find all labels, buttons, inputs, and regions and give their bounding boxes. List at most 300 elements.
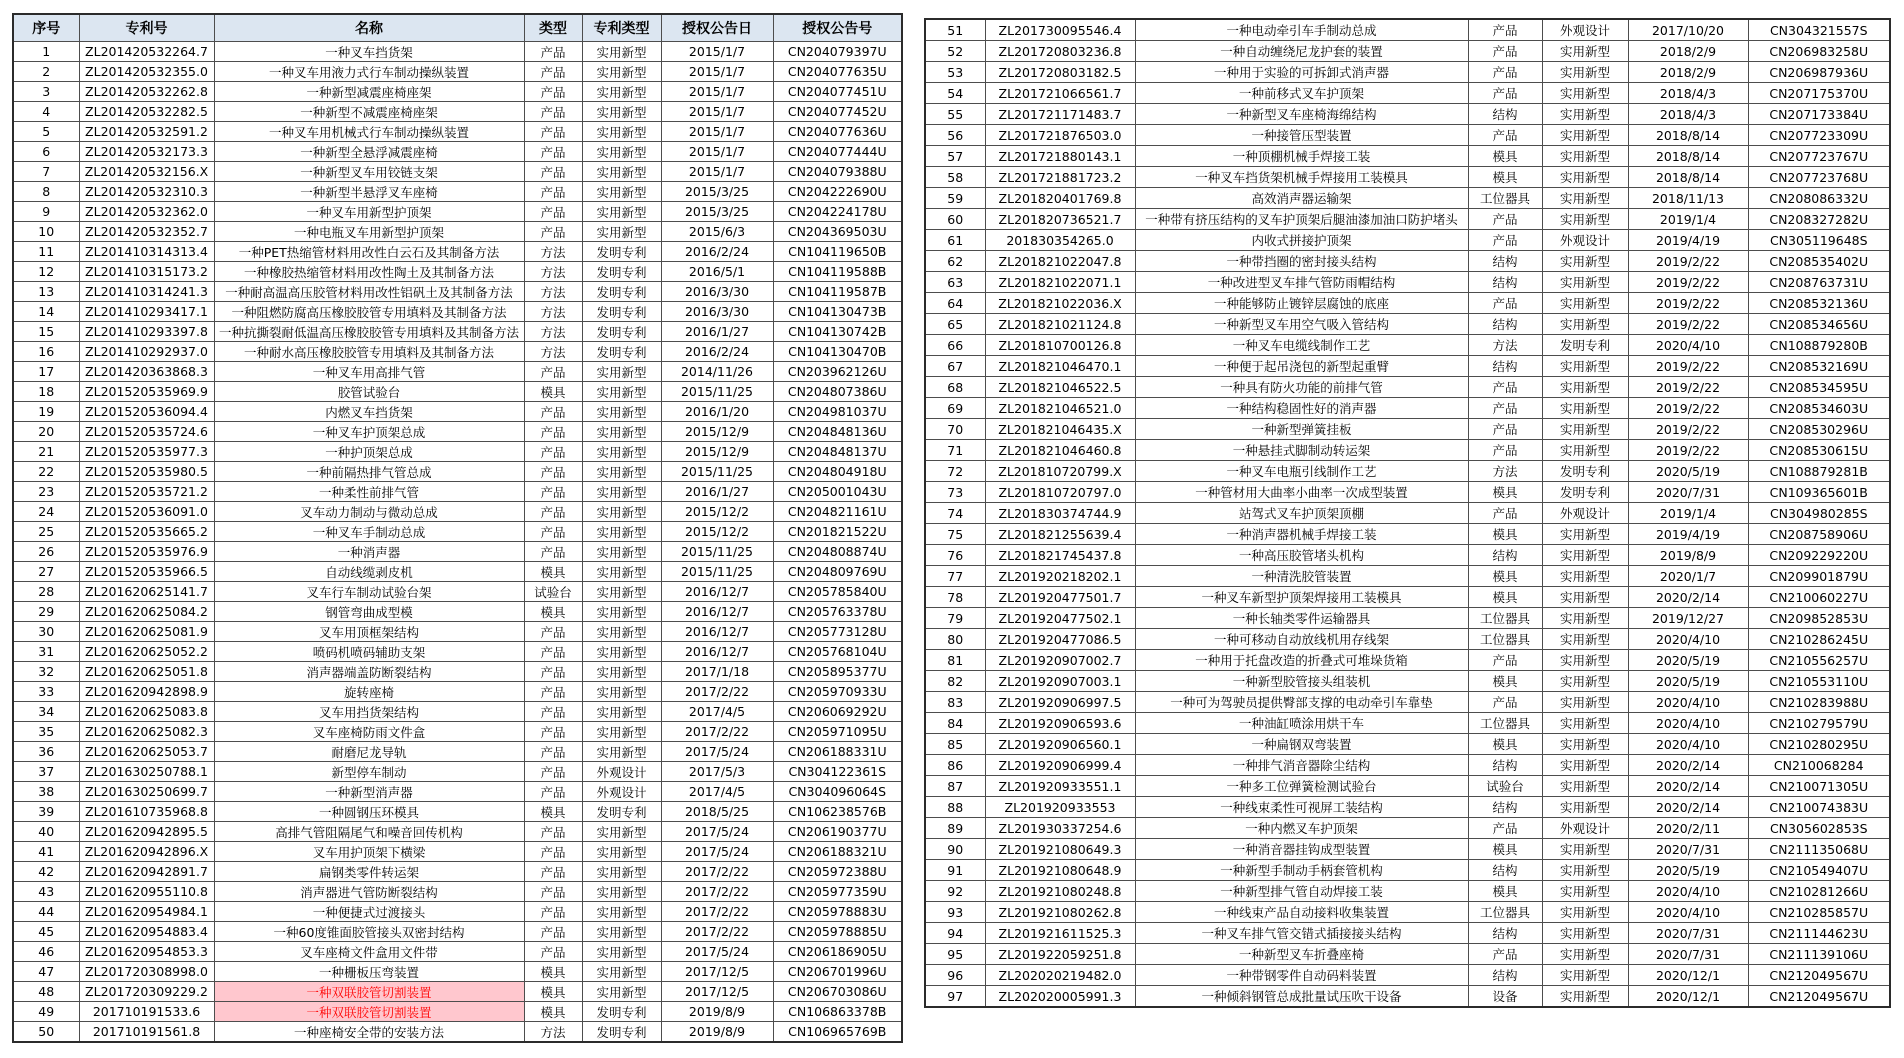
cell-grant-no: CN210286245U <box>1748 629 1890 650</box>
cell-patent-type: 实用新型 <box>582 562 661 582</box>
cell-serial: 56 <box>925 125 985 146</box>
cell-serial: 74 <box>925 503 985 524</box>
cell-title: 一种PET热缩管材料用改性白云石及其制备方法 <box>214 242 524 262</box>
cell-type: 模具 <box>524 982 582 1002</box>
cell-patent-no: ZL201821022047.8 <box>985 251 1135 272</box>
cell-patent-no: ZL202020219482.0 <box>985 965 1135 986</box>
cell-patent-type: 实用新型 <box>1542 986 1628 1008</box>
cell-serial: 25 <box>13 522 79 542</box>
cell-title: 一种叉车电缆线制作工艺 <box>1135 335 1468 356</box>
cell-grant-date: 2020/12/1 <box>1628 986 1748 1008</box>
cell-grant-date: 2020/7/31 <box>1628 839 1748 860</box>
table-row <box>925 776 1890 797</box>
cell-patent-no: ZL201821046522.5 <box>985 377 1135 398</box>
cell-grant-no: CN204808874U <box>773 542 902 562</box>
cell-patent-no: ZL201620942896.X <box>79 842 214 862</box>
cell-grant-no: CN204804918U <box>773 462 902 482</box>
cell-serial: 44 <box>13 902 79 922</box>
cell-grant-date: 2018/8/14 <box>1628 146 1748 167</box>
cell-type: 方法 <box>524 262 582 282</box>
cell-patent-type: 实用新型 <box>1542 902 1628 923</box>
cell-type: 模具 <box>1468 734 1542 755</box>
cell-grant-date: 2015/12/2 <box>661 502 773 522</box>
cell-grant-no: CN204222690U <box>773 182 902 202</box>
cell-patent-type: 实用新型 <box>1542 41 1628 62</box>
cell-type: 方法 <box>1468 461 1542 482</box>
cell-type: 产品 <box>524 42 582 62</box>
cell-serial: 2 <box>13 62 79 82</box>
cell-patent-no: ZL201810700126.8 <box>985 335 1135 356</box>
table-row <box>13 122 902 142</box>
cell-grant-date: 2019/2/22 <box>1628 314 1748 335</box>
cell-patent-no: ZL201730095546.4 <box>985 19 1135 41</box>
cell-grant-no: CN209229220U <box>1748 545 1890 566</box>
table-row <box>925 881 1890 902</box>
cell-grant-no: CN211139106U <box>1748 944 1890 965</box>
cell-patent-no: ZL201520535665.2 <box>79 522 214 542</box>
table-row <box>13 502 902 522</box>
cell-title: 一种叉车用高排气管 <box>214 362 524 382</box>
cell-grant-no: CN210556257U <box>1748 650 1890 671</box>
cell-patent-type: 实用新型 <box>1542 860 1628 881</box>
cell-title: 一种新型半悬浮叉车座椅 <box>214 182 524 202</box>
cell-patent-no: ZL201520535980.5 <box>79 462 214 482</box>
cell-patent-type: 实用新型 <box>582 462 661 482</box>
cell-serial: 53 <box>925 62 985 83</box>
cell-patent-type: 实用新型 <box>1542 944 1628 965</box>
cell-title: 一种接管压型装置 <box>1135 125 1468 146</box>
cell-patent-no: ZL201821046521.0 <box>985 398 1135 419</box>
cell-serial: 11 <box>13 242 79 262</box>
cell-grant-no: CN212049567U <box>1748 965 1890 986</box>
cell-title: 一种叉车挡货架 <box>214 42 524 62</box>
cell-grant-no: CN204981037U <box>773 402 902 422</box>
cell-serial: 46 <box>13 942 79 962</box>
table-row <box>13 262 902 282</box>
cell-patent-no: ZL201920907003.1 <box>985 671 1135 692</box>
cell-type: 方法 <box>1468 335 1542 356</box>
cell-patent-type: 发明专利 <box>1542 482 1628 503</box>
cell-patent-no: ZL201410314313.4 <box>79 242 214 262</box>
cell-patent-type: 实用新型 <box>582 82 661 102</box>
cell-patent-type: 实用新型 <box>1542 314 1628 335</box>
cell-serial: 49 <box>13 1002 79 1022</box>
cell-patent-no: ZL201420532262.8 <box>79 82 214 102</box>
cell-grant-date: 2017/2/22 <box>661 922 773 942</box>
table-row <box>925 818 1890 839</box>
cell-patent-type: 实用新型 <box>1542 545 1628 566</box>
cell-type: 结构 <box>1468 923 1542 944</box>
table-row <box>13 142 902 162</box>
cell-type: 模具 <box>524 802 582 822</box>
cell-serial: 40 <box>13 822 79 842</box>
cell-title: 胶管试验台 <box>214 382 524 402</box>
cell-patent-no: ZL201920933551.1 <box>985 776 1135 797</box>
cell-grant-date: 2015/1/7 <box>661 102 773 122</box>
cell-patent-type: 实用新型 <box>1542 713 1628 734</box>
cell-serial: 45 <box>13 922 79 942</box>
cell-type: 产品 <box>1468 503 1542 524</box>
cell-patent-type: 实用新型 <box>1542 209 1628 230</box>
cell-type: 产品 <box>524 482 582 502</box>
cell-patent-no: ZL201810720797.0 <box>985 482 1135 503</box>
cell-patent-type: 实用新型 <box>1542 650 1628 671</box>
cell-patent-no: ZL201821255639.4 <box>985 524 1135 545</box>
cell-patent-no: ZL202020005991.3 <box>985 986 1135 1008</box>
table-row <box>13 802 902 822</box>
table-row <box>13 1022 902 1043</box>
cell-grant-no: CN104130473B <box>773 302 902 322</box>
cell-grant-date: 2015/11/25 <box>661 542 773 562</box>
cell-title: 叉车用护顶架下横梁 <box>214 842 524 862</box>
cell-title: 一种前移式叉车护顶架 <box>1135 83 1468 104</box>
cell-type: 产品 <box>1468 440 1542 461</box>
cell-title: 内燃叉车挡货架 <box>214 402 524 422</box>
cell-serial: 60 <box>925 209 985 230</box>
cell-serial: 61 <box>925 230 985 251</box>
cell-title: 一种油缸喷涂用烘干车 <box>1135 713 1468 734</box>
cell-serial: 26 <box>13 542 79 562</box>
cell-title: 一种自动缠绕尼龙护套的装置 <box>1135 41 1468 62</box>
col-header-serial: 序号 <box>13 14 79 42</box>
cell-patent-no: ZL201420532591.2 <box>79 122 214 142</box>
cell-patent-no: ZL201520535969.9 <box>79 382 214 402</box>
cell-grant-date: 2020/4/10 <box>1628 629 1748 650</box>
cell-patent-type: 实用新型 <box>1542 146 1628 167</box>
cell-title: 一种改进型叉车排气管防雨帽结构 <box>1135 272 1468 293</box>
cell-grant-no: CN205773128U <box>773 622 902 642</box>
table-row <box>13 482 902 502</box>
cell-grant-no: CN208530615U <box>1748 440 1890 461</box>
cell-grant-date: 2020/7/31 <box>1628 923 1748 944</box>
cell-grant-date: 2017/1/18 <box>661 662 773 682</box>
cell-title: 一种新型消声器 <box>214 782 524 802</box>
cell-grant-date: 2016/12/7 <box>661 582 773 602</box>
cell-patent-type: 发明专利 <box>582 342 661 362</box>
cell-patent-type: 实用新型 <box>582 682 661 702</box>
cell-title: 一种长轴类零件运输器具 <box>1135 608 1468 629</box>
table-row <box>925 62 1890 83</box>
cell-serial: 17 <box>13 362 79 382</box>
cell-patent-no: ZL201920906997.5 <box>985 692 1135 713</box>
cell-patent-no: ZL201920906999.4 <box>985 755 1135 776</box>
cell-patent-no: ZL201410293417.1 <box>79 302 214 322</box>
cell-patent-type: 实用新型 <box>1542 398 1628 419</box>
cell-title: 一种耐水高压橡胶胶管专用填料及其制备方法 <box>214 342 524 362</box>
cell-serial: 19 <box>13 402 79 422</box>
table-row <box>925 692 1890 713</box>
cell-type: 模具 <box>524 1002 582 1022</box>
table-row <box>925 377 1890 398</box>
cell-grant-date: 2016/2/24 <box>661 342 773 362</box>
cell-serial: 93 <box>925 902 985 923</box>
cell-patent-no: ZL201620954984.1 <box>79 902 214 922</box>
cell-type: 方法 <box>524 1022 582 1043</box>
cell-patent-type: 实用新型 <box>1542 293 1628 314</box>
cell-patent-type: 实用新型 <box>1542 923 1628 944</box>
cell-type: 产品 <box>524 782 582 802</box>
table-row <box>925 482 1890 503</box>
cell-patent-no: ZL201830374744.9 <box>985 503 1135 524</box>
table-row <box>925 314 1890 335</box>
table-row <box>13 582 902 602</box>
cell-title: 一种座椅安全带的安装方法 <box>214 1022 524 1043</box>
cell-patent-no: ZL201420532282.5 <box>79 102 214 122</box>
cell-grant-date: 2017/5/3 <box>661 762 773 782</box>
cell-patent-type: 发明专利 <box>582 1022 661 1043</box>
cell-serial: 62 <box>925 251 985 272</box>
patent-table-right <box>924 18 1891 1008</box>
cell-grant-no: CN208534603U <box>1748 398 1890 419</box>
cell-patent-no: ZL201630250788.1 <box>79 762 214 782</box>
cell-grant-no: CN207723768U <box>1748 167 1890 188</box>
cell-grant-no: CN205978885U <box>773 922 902 942</box>
cell-patent-type: 发明专利 <box>1542 335 1628 356</box>
cell-grant-no: CN211144623U <box>1748 923 1890 944</box>
cell-type: 试验台 <box>524 582 582 602</box>
col-header-grant-date: 授权公告日 <box>661 14 773 42</box>
cell-patent-no: ZL201921080649.3 <box>985 839 1135 860</box>
cell-serial: 15 <box>13 322 79 342</box>
cell-serial: 97 <box>925 986 985 1008</box>
cell-patent-no: ZL201620625141.7 <box>79 582 214 602</box>
cell-grant-no: CN207173384U <box>1748 104 1890 125</box>
cell-title: 一种叉车用液力式行车制动操纵装置 <box>214 62 524 82</box>
cell-grant-date: 2019/2/22 <box>1628 398 1748 419</box>
cell-type: 方法 <box>524 342 582 362</box>
cell-serial: 5 <box>13 122 79 142</box>
cell-type: 产品 <box>524 862 582 882</box>
table-row <box>13 782 902 802</box>
cell-title: 一种前隔热排气管总成 <box>214 462 524 482</box>
table-row <box>925 923 1890 944</box>
cell-grant-date: 2015/12/9 <box>661 422 773 442</box>
cell-serial: 20 <box>13 422 79 442</box>
cell-type: 结构 <box>1468 356 1542 377</box>
cell-type: 产品 <box>1468 377 1542 398</box>
cell-title: 一种高压胶管堵头机构 <box>1135 545 1468 566</box>
cell-patent-type: 实用新型 <box>582 142 661 162</box>
cell-grant-no: CN210549407U <box>1748 860 1890 881</box>
cell-grant-no: CN209901879U <box>1748 566 1890 587</box>
cell-grant-date: 2017/12/5 <box>661 982 773 1002</box>
cell-title: 一种扁钢双弯装置 <box>1135 734 1468 755</box>
table-row <box>13 462 902 482</box>
cell-grant-no: CN209852853U <box>1748 608 1890 629</box>
cell-title: 一种双联胶管切割装置 <box>214 1002 524 1022</box>
cell-grant-date: 2017/5/24 <box>661 742 773 762</box>
cell-grant-date: 2016/12/7 <box>661 642 773 662</box>
cell-type: 模具 <box>1468 146 1542 167</box>
cell-grant-no: CN108879280B <box>1748 335 1890 356</box>
cell-type: 产品 <box>524 682 582 702</box>
cell-patent-no: ZL201821046460.8 <box>985 440 1135 461</box>
cell-type: 结构 <box>1468 860 1542 881</box>
table-row <box>13 562 902 582</box>
cell-patent-type: 实用新型 <box>582 702 661 722</box>
cell-grant-no: CN204079388U <box>773 162 902 182</box>
cell-grant-date: 2019/2/22 <box>1628 440 1748 461</box>
table-row <box>925 587 1890 608</box>
cell-grant-no: CN210279579U <box>1748 713 1890 734</box>
cell-serial: 75 <box>925 524 985 545</box>
cell-title: 内收式拼接护顶架 <box>1135 230 1468 251</box>
cell-grant-date: 2020/5/19 <box>1628 671 1748 692</box>
cell-grant-date: 2016/1/27 <box>661 322 773 342</box>
table-row <box>925 230 1890 251</box>
cell-title: 一种消声器机械手焊接工装 <box>1135 524 1468 545</box>
cell-patent-type: 实用新型 <box>582 122 661 142</box>
cell-grant-date: 2017/10/20 <box>1628 19 1748 41</box>
cell-grant-date: 2017/4/5 <box>661 702 773 722</box>
cell-title: 一种新型减震座椅座架 <box>214 82 524 102</box>
cell-serial: 4 <box>13 102 79 122</box>
cell-title: 自动线缆剥皮机 <box>214 562 524 582</box>
cell-type: 产品 <box>524 442 582 462</box>
cell-grant-date: 2017/5/24 <box>661 942 773 962</box>
cell-grant-no: CN206983258U <box>1748 41 1890 62</box>
cell-type: 产品 <box>524 662 582 682</box>
cell-title: 高排气管阻隔尾气和噪音回传机构 <box>214 822 524 842</box>
cell-patent-type: 实用新型 <box>582 642 661 662</box>
cell-patent-no: ZL201821046470.1 <box>985 356 1135 377</box>
cell-title: 一种管材用大曲率小曲率一次成型装置 <box>1135 482 1468 503</box>
cell-grant-date: 2018/2/9 <box>1628 41 1748 62</box>
cell-patent-type: 实用新型 <box>1542 797 1628 818</box>
cell-grant-no: CN210285857U <box>1748 902 1890 923</box>
cell-patent-type: 实用新型 <box>1542 377 1628 398</box>
cell-grant-date: 2015/1/7 <box>661 82 773 102</box>
cell-grant-no: CN204077452U <box>773 102 902 122</box>
cell-type: 模具 <box>1468 881 1542 902</box>
table-row <box>13 702 902 722</box>
table-row <box>13 322 902 342</box>
cell-serial: 68 <box>925 377 985 398</box>
cell-grant-date: 2019/1/4 <box>1628 209 1748 230</box>
cell-grant-no: CN204809769U <box>773 562 902 582</box>
cell-patent-no: ZL201721171483.7 <box>985 104 1135 125</box>
cell-title: 叉车用顶框架结构 <box>214 622 524 642</box>
cell-patent-type: 实用新型 <box>582 502 661 522</box>
cell-grant-no: CN210074383U <box>1748 797 1890 818</box>
table-row <box>925 734 1890 755</box>
cell-grant-date: 2015/12/9 <box>661 442 773 462</box>
cell-patent-type: 实用新型 <box>1542 881 1628 902</box>
cell-grant-date: 2015/1/7 <box>661 62 773 82</box>
cell-patent-no: ZL201410314241.3 <box>79 282 214 302</box>
cell-serial: 33 <box>13 682 79 702</box>
table-row <box>925 356 1890 377</box>
cell-grant-date: 2020/2/14 <box>1628 797 1748 818</box>
cell-type: 工位器具 <box>1468 608 1542 629</box>
cell-patent-type: 实用新型 <box>1542 167 1628 188</box>
cell-type: 模具 <box>524 382 582 402</box>
table-row <box>13 842 902 862</box>
cell-grant-no: CN206069292U <box>773 702 902 722</box>
cell-serial: 21 <box>13 442 79 462</box>
cell-type: 产品 <box>524 822 582 842</box>
table-row <box>925 671 1890 692</box>
cell-patent-type: 实用新型 <box>1542 188 1628 209</box>
cell-grant-date: 2016/2/24 <box>661 242 773 262</box>
cell-grant-date: 2020/2/14 <box>1628 755 1748 776</box>
cell-grant-no: CN204077451U <box>773 82 902 102</box>
cell-grant-date: 2015/3/25 <box>661 182 773 202</box>
cell-patent-no: ZL201520535724.6 <box>79 422 214 442</box>
table-row <box>925 461 1890 482</box>
cell-grant-no: CN208532136U <box>1748 293 1890 314</box>
cell-type: 产品 <box>524 942 582 962</box>
cell-grant-date: 2018/4/3 <box>1628 83 1748 104</box>
cell-grant-date: 2018/5/25 <box>661 802 773 822</box>
cell-title: 一种排气消音器除尘结构 <box>1135 755 1468 776</box>
cell-patent-no: ZL201721881723.2 <box>985 167 1135 188</box>
cell-patent-no: ZL201420532310.3 <box>79 182 214 202</box>
cell-patent-no: ZL201920477501.7 <box>985 587 1135 608</box>
table-row <box>13 382 902 402</box>
cell-patent-type: 发明专利 <box>582 322 661 342</box>
cell-grant-no: CN204079397U <box>773 42 902 62</box>
cell-grant-date: 2020/5/19 <box>1628 461 1748 482</box>
cell-type: 产品 <box>524 422 582 442</box>
cell-type: 产品 <box>524 842 582 862</box>
cell-grant-no: CN204224178U <box>773 202 902 222</box>
cell-grant-no: CN304122361S <box>773 762 902 782</box>
cell-grant-no: CN205970933U <box>773 682 902 702</box>
cell-grant-no: CN206188331U <box>773 742 902 762</box>
cell-patent-no: ZL201620942898.9 <box>79 682 214 702</box>
table-row <box>925 125 1890 146</box>
cell-grant-no: CN210281266U <box>1748 881 1890 902</box>
table-row <box>13 602 902 622</box>
cell-grant-date: 2017/5/24 <box>661 842 773 862</box>
cell-title: 一种护顶架总成 <box>214 442 524 462</box>
cell-patent-no: ZL201610735968.8 <box>79 802 214 822</box>
cell-patent-type: 实用新型 <box>1542 608 1628 629</box>
cell-title: 一种新型手制动手柄套管机构 <box>1135 860 1468 881</box>
cell-grant-date: 2015/1/7 <box>661 122 773 142</box>
table-row <box>13 222 902 242</box>
cell-serial: 87 <box>925 776 985 797</box>
cell-type: 产品 <box>1468 62 1542 83</box>
cell-patent-no: ZL201930337254.6 <box>985 818 1135 839</box>
cell-patent-type: 实用新型 <box>582 402 661 422</box>
cell-grant-date: 2019/2/22 <box>1628 356 1748 377</box>
cell-grant-no: CN304096064S <box>773 782 902 802</box>
cell-patent-no: ZL201920477086.5 <box>985 629 1135 650</box>
cell-grant-date: 2020/1/7 <box>1628 566 1748 587</box>
cell-serial: 72 <box>925 461 985 482</box>
cell-grant-date: 2017/5/24 <box>661 822 773 842</box>
cell-title: 一种圆钢压环模具 <box>214 802 524 822</box>
cell-serial: 86 <box>925 755 985 776</box>
cell-serial: 67 <box>925 356 985 377</box>
cell-grant-date: 2019/1/4 <box>1628 503 1748 524</box>
cell-patent-no: ZL201620625082.3 <box>79 722 214 742</box>
cell-patent-type: 实用新型 <box>1542 62 1628 83</box>
table-row <box>925 545 1890 566</box>
cell-grant-date: 2019/8/9 <box>661 1022 773 1043</box>
cell-grant-no: CN208534656U <box>1748 314 1890 335</box>
cell-serial: 96 <box>925 965 985 986</box>
cell-grant-date: 2020/4/10 <box>1628 692 1748 713</box>
cell-grant-date: 2016/12/7 <box>661 622 773 642</box>
cell-patent-type: 实用新型 <box>582 822 661 842</box>
cell-patent-type: 实用新型 <box>1542 524 1628 545</box>
cell-grant-no: CN207723767U <box>1748 146 1890 167</box>
cell-serial: 76 <box>925 545 985 566</box>
cell-type: 工位器具 <box>1468 188 1542 209</box>
